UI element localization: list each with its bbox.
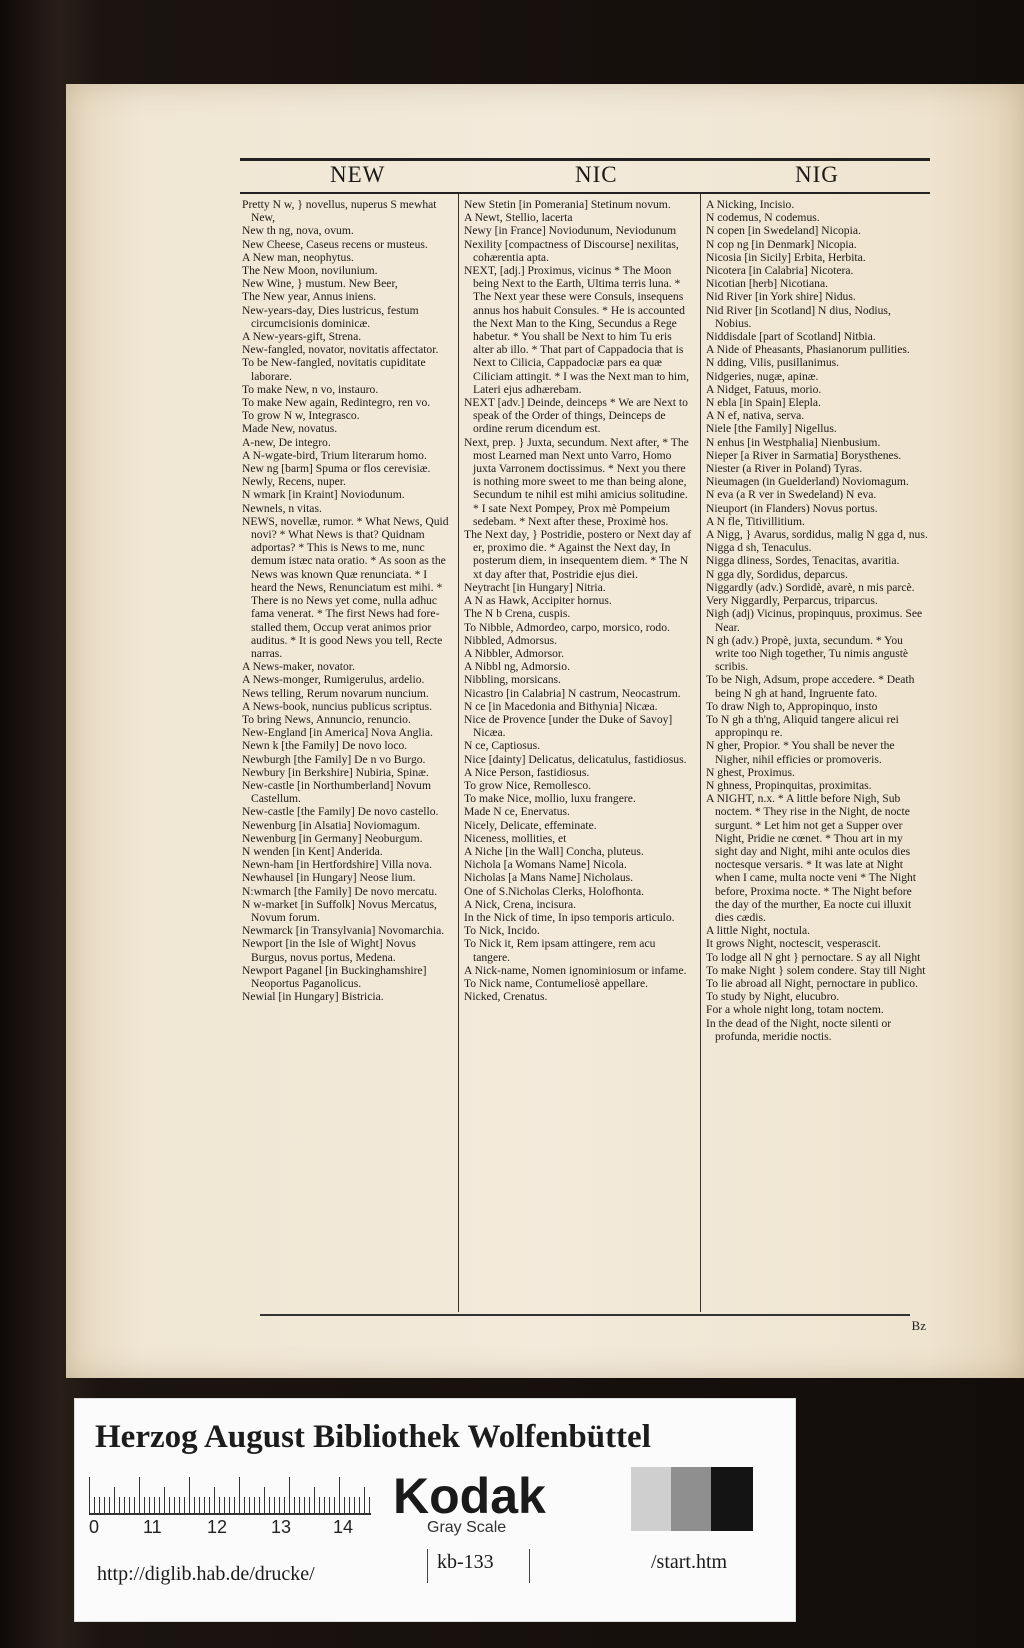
dictionary-entry: N ghest, Proximus. xyxy=(706,765,795,779)
dictionary-entry: Very Niggardly, Perparcus, triparcus. xyxy=(706,594,878,608)
dictionary-entry: Nidgeries, nugæ, apinæ. xyxy=(706,369,819,383)
ruler-tick xyxy=(359,1497,360,1513)
ruler-tick xyxy=(244,1497,245,1513)
dictionary-entry: To be New-fangled, novitatis cupiditate laborare. xyxy=(242,356,426,383)
dictionary-entry: To draw Nigh to, Appropinquo, insto xyxy=(706,699,878,713)
ruler-tick xyxy=(369,1497,370,1513)
dictionary-entry: Nigh (adj) Vicinus, propinquus, proximus. See Near. xyxy=(706,607,923,634)
dictionary-entry: A Nicking, Incisio. xyxy=(706,198,795,211)
dictionary-entry: N ce [in Macedonia and Bithynia] Nicæa. xyxy=(464,699,658,713)
dictionary-entry: Niester (a River in Poland) Tyras. xyxy=(706,462,863,476)
ruler-tick xyxy=(204,1497,205,1513)
ruler-tick xyxy=(274,1497,275,1513)
header-rule xyxy=(240,192,930,194)
dictionary-entry: Newmarck [in Transylvania] Novomarchia. xyxy=(242,924,445,938)
dictionary-entry: New ng [barm] Spuma or flos cerevisiæ. xyxy=(242,462,431,476)
dictionary-entry: Newy [in France] Noviodunum, Neviodunum xyxy=(464,224,677,238)
dictionary-entry: New-England [in America] Nova Anglia. xyxy=(242,726,433,740)
dictionary-entry: To make New again, Redintegro, ren vo. xyxy=(242,396,431,410)
ruler-tick xyxy=(184,1497,185,1513)
ruler-number: 14 xyxy=(333,1517,354,1537)
dictionary-entry: A Nigg, } Avarus, sordidus, malig N gga d, nus. xyxy=(706,528,928,542)
dictionary-entry: Nieuport (in Flanders) Novus portus. xyxy=(706,501,878,515)
dictionary-entry: A News-monger, Rumigerulus, ardelio. xyxy=(242,673,425,687)
dictionary-entry: A Nibbl ng, Admorsio. xyxy=(464,660,570,674)
ruler-number: 13 xyxy=(271,1517,292,1537)
dictionary-entry: NEXT [adv.] Deinde, deinceps * We are Next to speak of the Order of things, Deinceps de ordine rerum dicendum est. xyxy=(464,396,688,436)
running-head-left: NEW xyxy=(330,162,386,187)
running-head-right: NIG xyxy=(795,162,839,187)
bottom-rule xyxy=(260,1314,910,1316)
dictionary-entry: Newial [in Hungary] Bistricia. xyxy=(242,990,384,1004)
dictionary-entry: A Nick, Crena, incisura. xyxy=(464,897,577,911)
dictionary-entry: To grow N w, Integrasco. xyxy=(242,409,360,423)
dictionary-entry: To make Nice, mollio, luxu frangere. xyxy=(464,792,636,806)
dictionary-entry: New th ng, nova, ovum. xyxy=(242,224,354,238)
column-nic xyxy=(464,198,694,1308)
dictionary-entry: Newport Paganel [in Buckinghamshire] Neoportus Paganolicus. xyxy=(242,963,427,990)
dictionary-entry: Made New, novatus. xyxy=(242,422,338,436)
dictionary-entry: Nicosia [in Sicily] Erbita, Herbita. xyxy=(706,250,866,264)
dictionary-entry: A Nidget, Fatuus, morio. xyxy=(706,382,822,396)
dictionary-entry: A New man, neophytus. xyxy=(242,250,354,264)
dictionary-entry: Nieumagen (in Guelderland) Noviomagum. xyxy=(706,475,909,489)
dictionary-page-frame xyxy=(240,158,930,1333)
ruler-tick xyxy=(119,1497,120,1513)
ruler-tick xyxy=(259,1497,260,1513)
dictionary-entry: N w-market [in Suffolk] Novus Mercatus, Novum forum. xyxy=(242,897,437,924)
dictionary-entry: Nid River [in Scotland] N dius, Nodius, Nobius. xyxy=(706,303,891,330)
dictionary-entry: To lodge all N ght } pernoctare. S ay all Night xyxy=(706,950,921,964)
ruler-tick xyxy=(174,1497,175,1513)
ruler-tick xyxy=(219,1497,220,1513)
ruler-number: 12 xyxy=(207,1517,228,1537)
ruler-tick xyxy=(209,1497,210,1513)
dictionary-entry: Nicely, Delicate, effeminate. xyxy=(464,818,597,832)
dictionary-entry: N wmark [in Kraint] Noviodunum. xyxy=(242,488,405,502)
dictionary-entry: N wenden [in Kent] Anderida. xyxy=(242,844,383,858)
dictionary-entry: A Nide of Pheasants, Phasianorum pullities. xyxy=(706,343,910,357)
dictionary-entry: N eva (a R ver in Swedeland) N eva. xyxy=(706,488,877,502)
dictionary-entry: N codemus, N codemus. xyxy=(706,211,820,225)
library-url: http://diglib.hab.de/drucke/ xyxy=(97,1563,315,1585)
dictionary-entry: To make New, n vo, instauro. xyxy=(242,382,379,396)
dictionary-entry: N:wmarch [the Family] De novo mercatu. xyxy=(242,884,438,898)
dictionary-entry: Nigga d sh, Tenaculus. xyxy=(706,541,812,555)
dictionary-entry: Newhausel [in Hungary] Neose lium. xyxy=(242,871,416,885)
dictionary-entry: A Nibbler, Admorsor. xyxy=(464,646,565,660)
dictionary-entry: A N as Hawk, Accipiter hornus. xyxy=(464,594,612,608)
ruler-tick xyxy=(114,1487,115,1513)
start-path: /start.htm xyxy=(651,1551,728,1573)
dictionary-entry: A N fle, Titivillitium. xyxy=(706,514,805,528)
dictionary-entry: N ce, Captiosus. xyxy=(464,739,540,753)
ruler-tick xyxy=(129,1497,130,1513)
ruler-tick xyxy=(229,1497,230,1513)
top-rule xyxy=(240,158,930,161)
ruler-tick xyxy=(94,1497,95,1513)
dictionary-entry: New Cheese, Caseus recens or musteus. xyxy=(242,237,428,251)
dictionary-entry: Nibbled, Admorsus. xyxy=(464,633,558,647)
dictionary-entry: New-castle [the Family] De novo castello. xyxy=(242,805,439,819)
running-head-middle: NIC xyxy=(575,162,618,187)
shelfmark-divider xyxy=(427,1549,428,1583)
dictionary-entry: To Nick name, Contumeliosè appellare. xyxy=(464,976,648,990)
catchword: Bz xyxy=(911,1318,926,1333)
dictionary-entry: Nexility [compactness of Discourse] nexilitas, cohærentia apta. xyxy=(464,237,679,264)
dictionary-entry: Newly, Recens, nuper. xyxy=(242,475,346,489)
dictionary-entry: Newbury [in Berkshire] Nubiria, Spinæ. xyxy=(242,765,429,779)
dictionary-entry: Made N ce, Enervatus. xyxy=(464,805,570,819)
dictionary-entry: It grows Night, noctescit, vesperascit. xyxy=(706,937,881,951)
ruler-tick xyxy=(99,1497,100,1513)
ruler-tick xyxy=(254,1497,255,1513)
ruler-tick xyxy=(124,1497,125,1513)
dictionary-entry: Newenburg [in Germany] Neoburgum. xyxy=(242,831,423,845)
dictionary-entry: Next, prep. } Juxta, secundum. Next after, * The most Learned man Next unto Varro, Homo juxta Varronem doctissimus. * Next you there is nothing more sweet to me than being alone, Secundum te nihil est mihi amicius solitudine. * I sate Next Pompey, Prox mè Pompeium sedebam. * Next after these, Proximè hos. xyxy=(464,435,689,528)
dictionary-entry: New Wine, } mustum. New Beer, xyxy=(242,277,398,291)
ruler-tick xyxy=(179,1497,180,1513)
dictionary-entry: NEXT, [adj.] Proximus, vicinus * The Moon being Next to the Earth, Ultima terris luna. * The Next year these were Consuls, insequens annus hos habuit Consules. * He is accounted the Next Man to the King, Secundus a Rege habetur. * You shall be Next to him Tu eris alter ab illo. * That part of Cappadocia that is Next to Cilicia, Cappadociæ pars ea quæ Ciliciam attingit. * I was the Next man to him, Lateri ejus adhærebam. xyxy=(464,264,690,396)
column-rule-1 xyxy=(458,194,459,1312)
dictionary-entry: Nibbling, morsicans. xyxy=(464,673,561,687)
dictionary-entry: Newn-ham [in Hertfordshire] Villa nova. xyxy=(242,858,433,872)
column-rule-2 xyxy=(700,194,701,1312)
dictionary-entry: N cop ng [in Denmark] Nicopia. xyxy=(706,237,857,251)
ruler-tick xyxy=(294,1497,295,1513)
ruler-tick xyxy=(249,1497,250,1513)
dictionary-entry: To study by Night, elucubro. xyxy=(706,990,840,1004)
dictionary-entry: N gh (adv.) Propè, juxta, secundum. * You write too Nigh together, Tu nimis angustè scribis. xyxy=(706,633,909,674)
ruler-tick xyxy=(189,1477,190,1513)
dictionary-entry: Niceness, mollities, et xyxy=(464,831,567,845)
ruler-tick xyxy=(239,1477,240,1513)
dictionary-entry: In the dead of the Night, nocte silenti or profunda, meridie noctis. xyxy=(706,1016,892,1043)
ruler-tick xyxy=(329,1497,330,1513)
dictionary-entry: A Nice Person, fastidiosus. xyxy=(464,765,590,779)
ruler-tick xyxy=(169,1497,170,1513)
dictionary-entry: Nigga dliness, Sordes, Tenacitas, avaritia. xyxy=(706,554,900,568)
dictionary-entry: N gga dly, Sordidus, deparcus. xyxy=(706,567,848,581)
dictionary-entry: Newburgh [the Family] De n vo Burgo. xyxy=(242,752,426,766)
ruler-tick xyxy=(134,1497,135,1513)
gray-scale-caption: Gray Scale xyxy=(427,1519,507,1536)
dictionary-entry: To lie abroad all Night, pernoctare in publico. xyxy=(706,976,918,990)
dictionary-entry: The New year, Annus iniens. xyxy=(242,290,377,304)
ruler-tick xyxy=(299,1497,300,1513)
dictionary-entry: A News-maker, novator. xyxy=(242,660,355,674)
dictionary-entry: Pretty N w, } novellus, nuperus S mewhat New, xyxy=(242,198,437,225)
dictionary-entry: A New-years-gift, Strena. xyxy=(242,330,362,344)
ruler-tick xyxy=(194,1497,195,1513)
dictionary-entry: N enhus [in Westphalia] Nienbusium. xyxy=(706,435,881,449)
dictionary-entry: A NIGHT, n.x. * A little before Nigh, Sub noctem. * They rise in the Night, de nocte surgunt. * Let him not get a Supper over Night, Pridie ne cœnet. * Thou art in my sight day and Night, mihi ante oculos dies noctesque versaris. * It was late at Night when I came, multa nocte veni * The Night before, Proxima nocte. * The Night before the day of the murther, Ea nocte cui illuxit dies cædis. xyxy=(706,792,917,924)
dictionary-entry: To Nibble, Admordeo, carpo, morsico, rodo. xyxy=(464,620,670,634)
dictionary-entry: Nicastro [in Calabria] N castrum, Neocastrum. xyxy=(464,686,681,700)
dictionary-entry: A Newt, Stellio, lacerta xyxy=(464,211,573,225)
ruler-tick xyxy=(264,1487,265,1513)
ruler-tick xyxy=(109,1497,110,1513)
dictionary-entry: In the Nick of time, In ipso temporis articulo. xyxy=(464,910,675,924)
dictionary-entry: Nice [dainty] Delicatus, delicatulus, fastidiosus. xyxy=(464,752,687,766)
ruler-tick xyxy=(334,1497,335,1513)
gray-patch-light xyxy=(631,1467,671,1531)
dictionary-entry: Niggardly (adv.) Sordidè, avarè, n mis parcè. xyxy=(706,580,915,594)
ruler-tick xyxy=(224,1497,225,1513)
dictionary-entry: A Niche [in the Wall] Concha, pluteus. xyxy=(464,844,644,858)
dictionary-entry: The Next day, } Postridie, postero or Next day af er, proximo die. * Against the Next day, In posterum diem, in insequentem diem. * The N xt day after that, Postridie ejus diei. xyxy=(464,528,692,581)
kodak-logo: Kodak xyxy=(393,1468,546,1524)
dictionary-entry: The N b Crena, cuspis. xyxy=(464,607,571,621)
ruler-number: 11 xyxy=(143,1517,162,1537)
ruler-tick xyxy=(324,1497,325,1513)
ruler-tick xyxy=(89,1477,90,1513)
ruler-tick xyxy=(364,1487,365,1513)
column-nig xyxy=(706,198,928,1308)
dictionary-entry: Niddisdale [part of Scotland] Nitbia. xyxy=(706,330,876,344)
ruler-tick xyxy=(159,1497,160,1513)
ruler-tick xyxy=(199,1497,200,1513)
dictionary-entry: Nice de Provence [under the Duke of Savoy] Nicæa. xyxy=(464,712,673,740)
dictionary-entry: Newport [in the Isle of Wight] Novus Burgus, novus portus, Medena. xyxy=(242,937,416,964)
ruler-tick xyxy=(214,1487,215,1513)
ruler-tick xyxy=(289,1477,290,1513)
ruler-tick xyxy=(269,1497,270,1513)
dictionary-entry: New-years-day, Dies lustricus, festum circumcisionis dominicæ. xyxy=(242,303,419,330)
dictionary-entry: Nichola [a Womans Name] Nicola. xyxy=(464,858,627,872)
ruler-tick xyxy=(354,1497,355,1513)
ruler-tick xyxy=(304,1497,305,1513)
dictionary-entry: Newnels, n vitas. xyxy=(242,501,322,515)
ruler-tick xyxy=(149,1497,150,1513)
dictionary-entry: One of S.Nicholas Clerks, Holofhonta. xyxy=(464,884,644,898)
dictionary-entry: To bring News, Annuncio, renuncio. xyxy=(242,712,411,726)
dictionary-entry: A N-wgate-bird, Trium literarum homo. xyxy=(242,448,427,462)
dictionary-entry: Nicotian [herb] Nicotiana. xyxy=(706,277,829,291)
dictionary-entry: To be Nigh, Adsum, prope accedere. * Death being N gh at hand, Ingruente fato. xyxy=(706,673,915,700)
dictionary-entry: A little Night, noctula. xyxy=(706,924,811,938)
scale-ruler xyxy=(89,1475,371,1515)
dictionary-entry: N copen [in Swedeland] Nicopia. xyxy=(706,224,861,238)
dictionary-entry: N gher, Propior. * You shall be never the Nigher, nihil efficies or promoveris. xyxy=(706,739,895,766)
dictionary-entry: A-new, De integro. xyxy=(242,435,331,449)
ruler-tick xyxy=(154,1497,155,1513)
dictionary-entry: New Stetin [in Pomerania] Stetinum novum. xyxy=(464,198,671,211)
dictionary-entry: Neytracht [in Hungary] Nitria. xyxy=(464,580,606,594)
dictionary-entry: The New Moon, novilunium. xyxy=(242,264,378,278)
dictionary-entry: Niele [the Family] Nigellus. xyxy=(706,422,837,436)
ruler-tick xyxy=(349,1497,350,1513)
dictionary-entry: N ghness, Propinquitas, proximitas. xyxy=(706,778,872,792)
dictionary-entry: A News-book, nuncius publicus scriptus. xyxy=(242,699,432,713)
dictionary-entry: To make Night } solem condere. Stay till Night xyxy=(706,963,926,977)
ruler-tick xyxy=(319,1497,320,1513)
dictionary-entry: A N ef, nativa, serva. xyxy=(706,409,805,423)
shelfmark: kb-133 xyxy=(437,1551,494,1573)
ruler-number: 0 xyxy=(89,1517,100,1537)
ruler-tick xyxy=(279,1497,280,1513)
dictionary-entry: Nieper [a River in Sarmatia] Borysthenes. xyxy=(706,448,902,462)
ruler-tick xyxy=(234,1497,235,1513)
dictionary-entry: A Nick-name, Nomen ignominiosum or infame. xyxy=(464,963,687,977)
gray-patch-dark xyxy=(711,1467,753,1531)
dictionary-entry: Nid River [in York shire] Nidus. xyxy=(706,290,856,304)
dictionary-entry: To grow Nice, Remollesco. xyxy=(464,778,592,792)
column-new xyxy=(242,198,454,1308)
dictionary-entry: News telling, Rerum novarum nuncium. xyxy=(242,686,429,700)
ruler-tick xyxy=(284,1497,285,1513)
dictionary-entry: To Nick it, Rem ipsam attingere, rem acu tangere. xyxy=(464,937,656,964)
dictionary-entry: To Nick, Incido. xyxy=(464,924,540,938)
dictionary-entry: Nicotera [in Calabria] Nicotera. xyxy=(706,264,854,278)
ruler-tick xyxy=(104,1497,105,1513)
dictionary-entry: Newn k [the Family] De novo loco. xyxy=(242,739,408,753)
dictionary-entry: For a whole night long, totam noctem. xyxy=(706,1003,884,1017)
library-name: Herzog August Bibliothek Wolfenbüttel xyxy=(95,1419,651,1455)
ruler-tick xyxy=(144,1497,145,1513)
dictionary-entry: N dding, Vilis, pusillanimus. xyxy=(706,356,840,370)
ruler-tick xyxy=(139,1477,140,1513)
dictionary-entry: New-castle [in Northumberland] Novum Castellum. xyxy=(242,778,431,806)
dictionary-entry: Newenburg [in Alsatia] Noviomagum. xyxy=(242,818,421,832)
ruler-tick xyxy=(164,1487,165,1513)
shelfmark-divider xyxy=(529,1549,530,1583)
ruler-tick xyxy=(309,1497,310,1513)
dictionary-entry: New-fangled, novator, novitatis affectator. xyxy=(242,343,439,357)
library-target-card xyxy=(74,1398,796,1622)
ruler-tick xyxy=(344,1497,345,1513)
gray-patch-mid xyxy=(671,1467,711,1531)
dictionary-entry: Nicholas [a Mans Name] Nicholaus. xyxy=(464,871,634,885)
dictionary-entry: NEWS, novellæ, rumor. * What News, Quid novi? * What News is that? Quidnam adportas? * This is News to me, nunc demum istæc nata oratio. * As soon as the News was known Quæ renunciata. * I heard the News, Renunciatum est mihi. * There is no News yet come, nulla adhuc fama venerat. * The first News had fore-stalled them, Occup verat animos prior auditus. * It is good News you tell, Recte narras. xyxy=(242,514,449,660)
dictionary-entry: To N gh a th'ng, Aliquid tangere alicui rei appropinqu re. xyxy=(706,712,899,740)
ruler-tick xyxy=(314,1487,315,1513)
dictionary-entry: Nicked, Crenatus. xyxy=(464,990,548,1004)
ruler-tick xyxy=(339,1477,340,1513)
dictionary-entry: N ebla [in Spain] Elepla. xyxy=(706,396,821,410)
